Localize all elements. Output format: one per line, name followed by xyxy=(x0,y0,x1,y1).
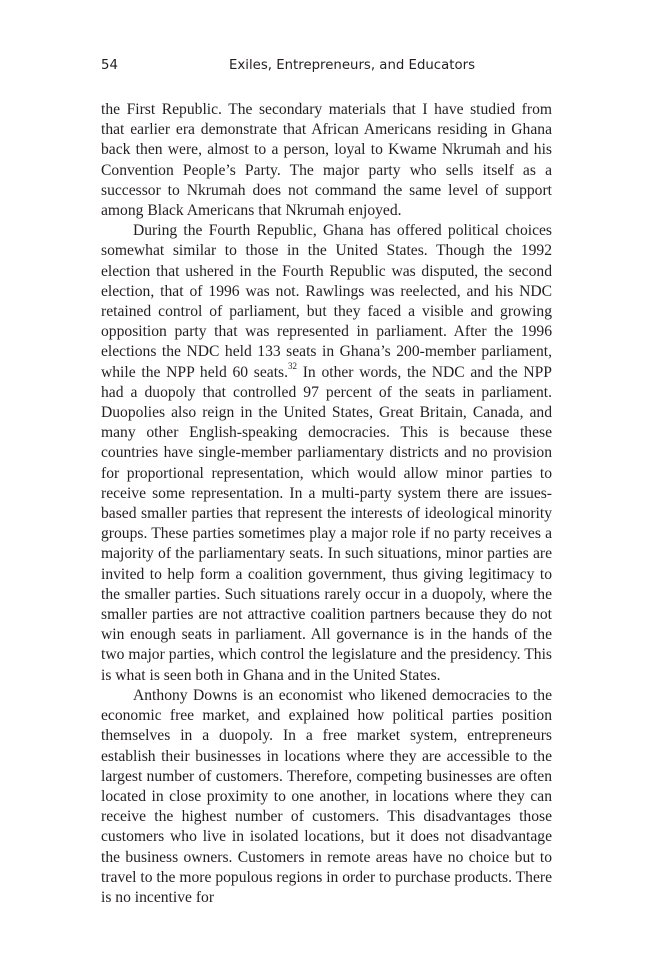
paragraph-anthony-downs: Anthony Downs is an economist who likened democracies to the economic free market, and explained how political parties position themselves in a duopoly. In a free market system, entrepreneurs establish their businesses in locations where they are accessible to the largest number of customers. Therefore, competing businesses are often located in close proximity to one another, in locations where they can receive the highest number of customers. This disadvantages those customers who live in isolated locations, but it does not disadvantage the business owners. Customers in remote areas have no choice but to travel to the more populous regions in order to purchase products. There is no incentive for xyxy=(101,686,552,906)
paragraph-text-after-note: In other words, the NDC and the NPP had a duopoly that controlled 97 percent of the seats in parliament. Duopolies also reign in the United States, Great Britain, Canada, and many other English-speaking democracies. This is because these countries have single-member parliamentary districts and no provision for proportional representation, which would allow minor parties to receive some representation. In a multi-party system there are issues-based smaller parties that represent the interests of ideological minority groups. These parties sometimes play a major role if no party receives a majority of the parliamentary seats. In such situations, minor parties are invited to help form a coalition government, thus giving legitimacy to the smaller parties. Such situations rarely occur in a duopoly, where the smaller parties are not attractive coalition partners because they do not win enough seats in parliament. All governance is in the hands of the two major parties, which control the legislature and the presidency. This is what is seen both in Ghana and in the United States. xyxy=(101,363,552,684)
footnote-marker[interactable]: 32 xyxy=(288,361,297,372)
paragraph-fourth-republic xyxy=(101,221,552,686)
page-number: 54 xyxy=(101,58,118,73)
paragraph-continued: the First Republic. The secondary materials that I have studied from that earlier era demonstrate that African Americans residing in Ghana back then were, almost to a person, loyal to Kwame Nkrumah and his Convention People’s Party. The major party who sells itself as a successor to Nkrumah does not command the same level of support among Black Americans that Nkrumah enjoyed. xyxy=(101,101,552,220)
paragraph-text-before-note: During the Fourth Republic, Ghana has offered political choices somewhat similar to those in the United States. Though the 1992 election that ushered in the Fourth Republic was disputed, the second election, that of 1996 was not. Rawlings was reelected, and his NDC retained control of parliament, but they faced a visible and growing opposition party that was represented in parliament. After the 1996 elections the NDC held 133 seats in Ghana’s 200-member parliament, while the NPP held 60 seats. xyxy=(101,222,552,381)
body-text xyxy=(101,100,552,908)
running-header xyxy=(101,58,552,80)
running-title: Exiles, Entrepreneurs, and Educators xyxy=(229,58,476,73)
